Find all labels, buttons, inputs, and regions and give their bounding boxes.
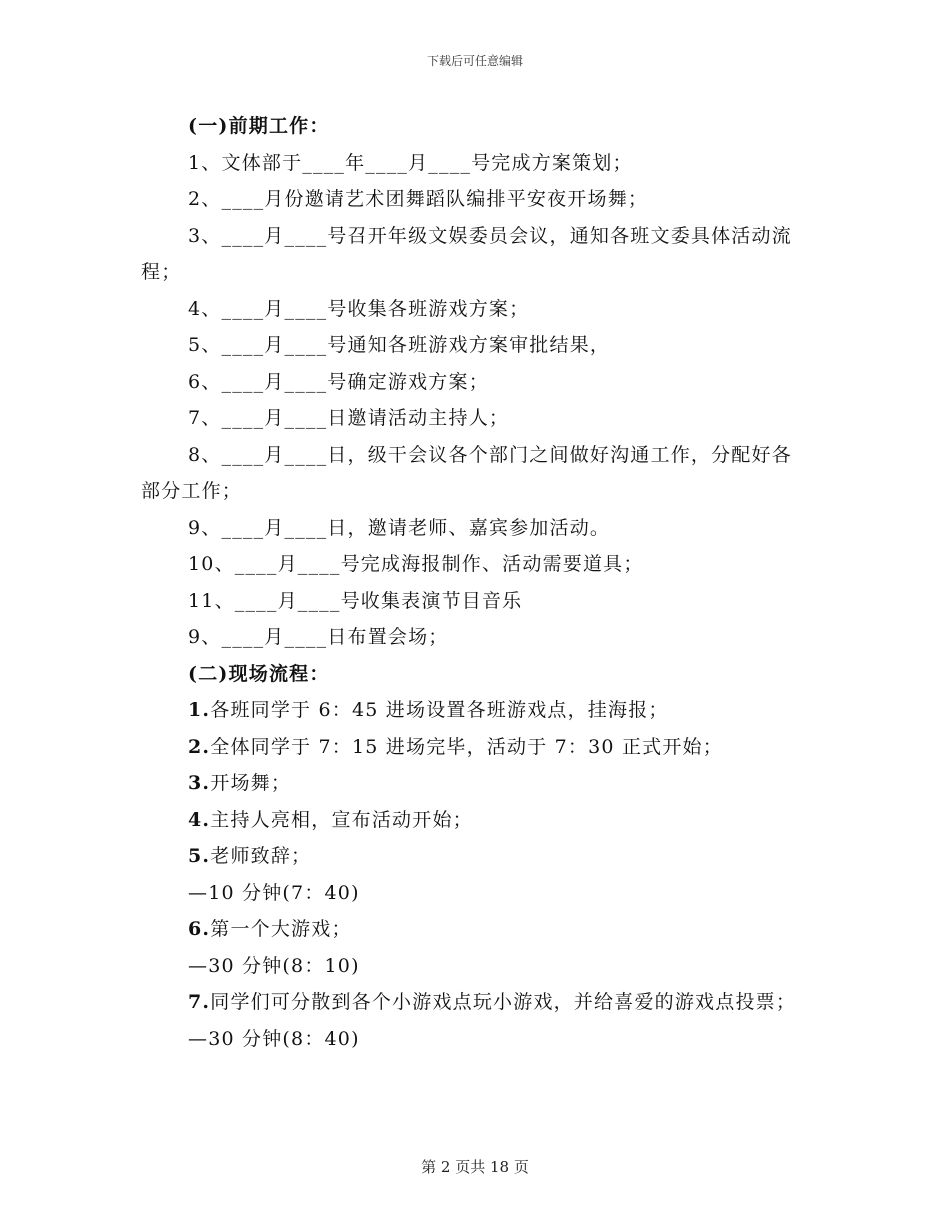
document-body [141,108,811,1057]
prep-item: 9、____月____日，邀请老师、嘉宾参加活动。 [188,516,611,539]
prep-item: 4、____月____号收集各班游戏方案； [188,297,530,320]
prep-item: 2、____月份邀请艺术团舞蹈队编排平安夜开场舞； [188,188,649,210]
flow-item-text: 全体同学于 7：15 进场完毕，活动于 7：30 正式开始； [210,735,723,758]
prep-item: 3、____月____号召开年级文娱委员会议，通知各班文委具体活动流程； [141,224,792,283]
prep-item: 5、____月____号通知各班游戏方案审批结果， [188,334,611,356]
flow-item [141,838,811,875]
prep-item: 11、____月____号收集表演节目音乐 [188,589,523,612]
prep-item: 6、____月____号确定游戏方案； [188,370,489,393]
flow-item-text: 主持人亮相，宣布活动开始； [210,808,473,831]
flow-item-text: 各班同学于 6：45 进场设置各班游戏点，挂海报； [210,699,669,721]
page-footer: 第 2 页共 18 页 [421,1158,529,1176]
flow-item-number: 4. [188,808,211,831]
flow-item-number: 5. [188,845,211,867]
flow-duration [141,875,811,912]
flow-item-text: 同学们可分散到各个小游戏点玩小游戏，并给喜爱的游戏点投票； [210,991,797,1013]
flow-item [141,802,811,839]
flow-item-number: 7. [188,991,211,1013]
flow-duration-text: —30 分钟(8：10) [188,954,360,977]
flow-item-text: 老师致辞； [210,845,312,867]
flow-item [141,984,811,1021]
section-heading-onsite: (二)现场流程： [188,662,330,685]
flow-duration-text: —30 分钟(8：40) [188,1027,360,1050]
flow-item-text: 开场舞； [210,772,292,794]
flow-duration [141,948,811,985]
prep-item: 1、文体部于____年____月____号完成方案策划； [188,151,633,174]
flow-duration-text: —10 分钟(7：40) [188,881,360,904]
prep-item: 8、____月____日，级干会议各个部门之间做好沟通工作，分配好各部分工作； [141,443,792,502]
flow-item [141,692,811,729]
flow-item-number: 2. [188,735,211,758]
section-heading-preparation: (一)前期工作： [188,115,330,137]
page-header: 下载后可任意编辑 [426,54,523,68]
prep-item: 9、____月____日布置会场； [188,626,449,648]
prep-item: 7、____月____日邀请活动主持人； [188,407,510,429]
flow-item [141,729,811,766]
flow-item [141,765,811,802]
prep-item: 10、____月____号完成海报制作、活动需要道具； [188,553,644,575]
flow-item-text: 第一个大游戏； [210,918,352,940]
flow-duration [141,1021,811,1058]
flow-item-number: 6. [188,918,211,940]
flow-item-number: 1. [188,699,211,721]
flow-item [141,911,811,948]
flow-item-number: 3. [188,772,211,794]
